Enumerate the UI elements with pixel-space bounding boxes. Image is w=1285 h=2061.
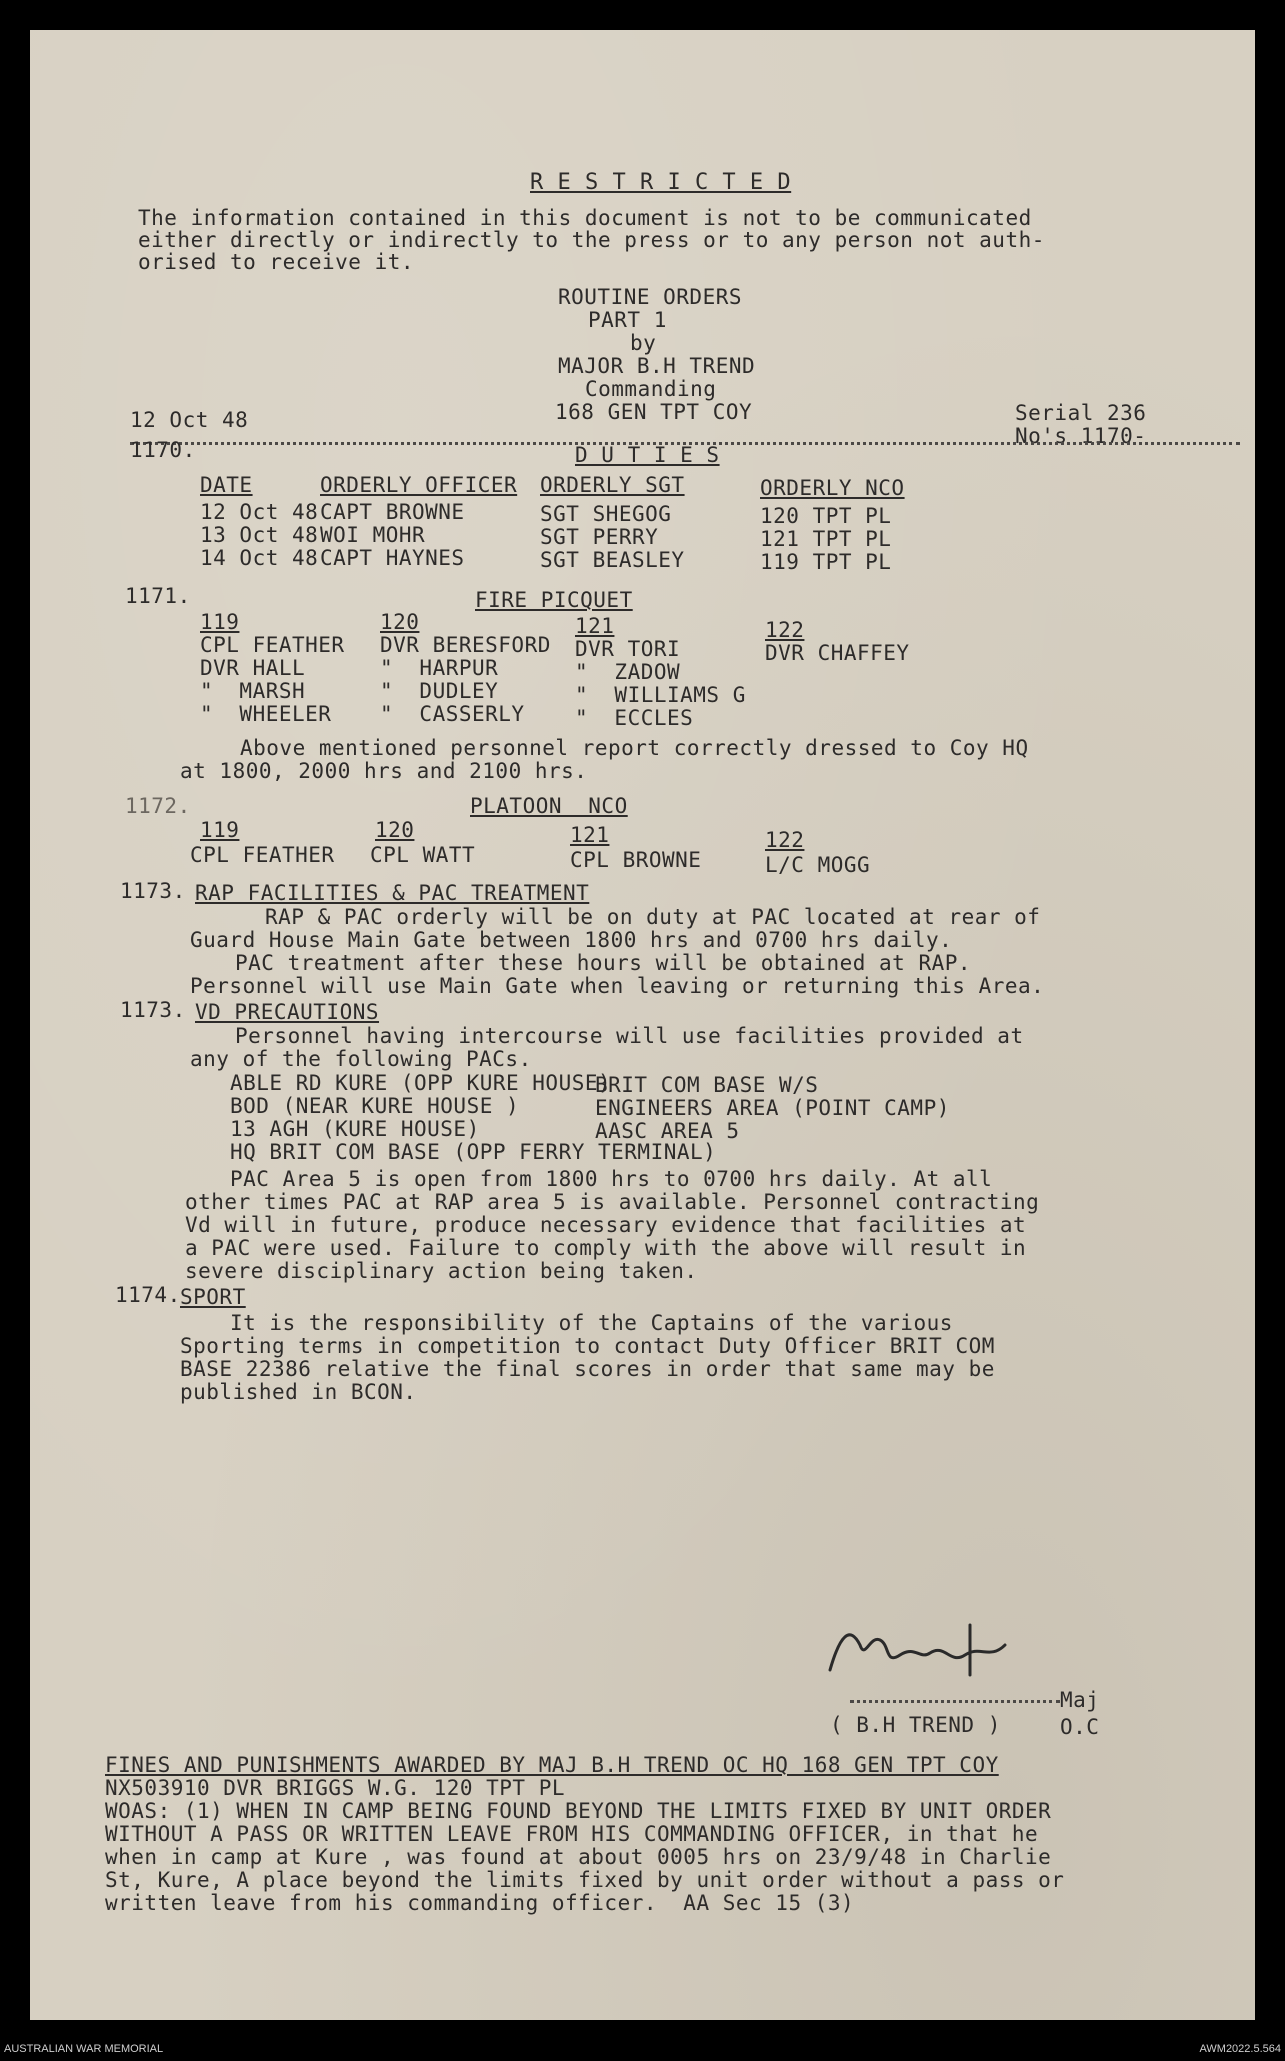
vd-para-3: Vd will in future, produce necessary evidence that facilities at	[185, 1213, 1027, 1237]
vd-line-2: any of the following PACs.	[190, 1047, 532, 1071]
sport-line-3: BASE 22386 relative the final scores in order that same may be	[180, 1357, 995, 1381]
fire-picquet-line-4-col-1: " WHEELER	[200, 702, 332, 726]
fire-picquet-note-2: at 1800, 2000 hrs and 2100 hrs.	[180, 759, 588, 783]
duties-row-2-nco: 121 TPT PL	[760, 527, 892, 551]
sport-number: 1174.	[115, 1283, 181, 1307]
fines-line-5: when in camp at Kure , was found at about 0005 hrs on 23/9/48 in Charlie	[105, 1845, 1052, 1869]
duties-col-officer: ORDERLY OFFICER	[320, 473, 518, 497]
fire-picquet-line-1-col-4: DVR CHAFFEY	[765, 641, 910, 665]
duties-row-3-sgt: SGT BEASLEY	[540, 548, 685, 572]
rap-number: 1173.	[120, 879, 186, 903]
vd-pac-right-3: AASC AREA 5	[595, 1119, 740, 1143]
title-by: by	[630, 331, 657, 355]
classification-heading: R E S T R I C T E D	[530, 170, 792, 195]
notice-line-2: either directly or indirectly to the press or to any person not auth-	[138, 228, 1045, 252]
vd-para-4: a PAC were used. Failure to comply with the above will result in	[185, 1236, 1027, 1260]
rap-heading: RAP FACILITIES & PAC TREATMENT	[195, 881, 590, 905]
duties-row-2-date: 13 Oct 48	[200, 523, 319, 547]
fire-picquet-line-1-col-2: DVR BERESFORD	[380, 633, 551, 657]
rap-line-2: Guard House Main Gate between 1800 hrs and 0700 hrs daily.	[190, 928, 953, 952]
title-commanding: Commanding	[585, 377, 717, 401]
vd-pac-right-1: BRIT COM BASE W/S	[595, 1073, 819, 1097]
fire-picquet-line-3-col-1: " MARSH	[200, 679, 306, 703]
fire-picquet-platoon-122: 122	[765, 618, 805, 642]
fines-line-2: NX503910 DVR BRIGGS W.G. 120 TPT PL	[105, 1776, 566, 1800]
title-unit: 168 GEN TPT COY	[555, 400, 753, 424]
fire-picquet-platoon-121: 121	[575, 614, 615, 638]
title-commander: MAJOR B.H TREND	[558, 354, 756, 378]
fire-picquet-number: 1171.	[125, 584, 191, 608]
duties-col-sgt: ORDERLY SGT	[540, 473, 685, 497]
duties-row-1-sgt: SGT SHEGOG	[540, 502, 672, 526]
fire-picquet-line-4-col-2: " CASSERLY	[380, 702, 525, 726]
signature-name: ( B.H TREND )	[830, 1713, 1001, 1737]
platoon-nco-name-122: L/C MOGG	[765, 853, 871, 877]
fire-picquet-line-2-col-2: " HARPUR	[380, 656, 499, 680]
duties-row-3-date: 14 Oct 48	[200, 546, 319, 570]
vd-para-1: PAC Area 5 is open from 1800 hrs to 0700 hrs daily. At all	[230, 1167, 993, 1191]
sport-line-2: Sporting terms in competition to contact Duty Officer BRIT COM	[180, 1334, 995, 1358]
platoon-nco-name-119: CPL FEATHER	[190, 843, 335, 867]
vd-pac-right-2: ENGINEERS AREA (POINT CAMP)	[595, 1096, 950, 1120]
vd-pac-left-3: 13 AGH (KURE HOUSE)	[230, 1117, 480, 1141]
vd-number: 1173.	[120, 998, 186, 1022]
handwritten-signature	[820, 1615, 1050, 1685]
duties-row-2-officer: WOI MOHR	[320, 523, 426, 547]
platoon-nco-name-121: CPL BROWNE	[570, 848, 702, 872]
sport-line-1: It is the responsibility of the Captains of the various	[230, 1311, 953, 1335]
duties-row-1-nco: 120 TPT PL	[760, 504, 892, 528]
sport-line-4: published in BCON.	[180, 1380, 417, 1404]
serial-number: Serial 236	[1015, 401, 1147, 425]
duties-row-1-officer: CAPT BROWNE	[320, 500, 465, 524]
fines-line-4: WITHOUT A PASS OR WRITTEN LEAVE FROM HIS COMMANDING OFFICER, in that he	[105, 1822, 1039, 1846]
vd-heading: VD PRECAUTIONS	[195, 1000, 380, 1024]
fire-picquet-line-2-col-1: DVR HALL	[200, 656, 306, 680]
signature-rank: Maj	[1060, 1688, 1100, 1712]
title-part: PART 1	[588, 308, 667, 332]
duties-col-nco: ORDERLY NCO	[760, 476, 905, 500]
rap-line-3: PAC treatment after these hours will be obtained at RAP.	[235, 951, 972, 975]
rap-line-4: Personnel will use Main Gate when leaving or returning this Area.	[190, 974, 1045, 998]
order-numbers: No's 1170-	[1015, 424, 1147, 448]
platoon-nco-platoon-120: 120	[375, 818, 415, 842]
duties-row-3-officer: CAPT HAYNES	[320, 546, 465, 570]
fire-picquet-line-3-col-3: " WILLIAMS G	[575, 683, 746, 707]
duties-heading: D U T I E S	[575, 443, 720, 467]
footer-reference: AWM2022.5.564	[1199, 2043, 1281, 2055]
fines-line-1: FINES AND PUNISHMENTS AWARDED BY MAJ B.H TREND OC HQ 168 GEN TPT COY	[105, 1753, 999, 1777]
duties-row-1-date: 12 Oct 48	[200, 500, 319, 524]
fines-line-3: WOAS: (1) WHEN IN CAMP BEING FOUND BEYOND THE LIMITS FIXED BY UNIT ORDER	[105, 1799, 1052, 1823]
fire-picquet-heading: FIRE PICQUET	[475, 588, 633, 612]
fire-picquet-line-1-col-3: DVR TORI	[575, 637, 681, 661]
duties-number: 1170.	[130, 438, 196, 462]
platoon-nco-platoon-119: 119	[200, 818, 240, 842]
vd-pac-left-2: BOD (NEAR KURE HOUSE )	[230, 1094, 520, 1118]
fire-picquet-line-4-col-3: " ECCLES	[575, 706, 694, 730]
platoon-nco-name-120: CPL WATT	[370, 843, 476, 867]
fines-line-7: written leave from his commanding officer. AA Sec 15 (3)	[105, 1891, 855, 1915]
vd-line-1: Personnel having intercourse will use facilities provided at	[235, 1024, 1024, 1048]
notice-line-3: orised to receive it.	[138, 250, 415, 274]
fire-picquet-note-1: Above mentioned personnel report correctly dressed to Coy HQ	[240, 736, 1029, 760]
duties-row-3-nco: 119 TPT PL	[760, 550, 892, 574]
rap-line-1: RAP & PAC orderly will be on duty at PAC located at rear of	[265, 905, 1041, 929]
signature-dotted-line	[850, 1700, 1060, 1703]
duties-col-date: DATE	[200, 473, 253, 497]
platoon-nco-heading: PLATOON NCO	[470, 794, 628, 818]
fire-picquet-platoon-119: 119	[200, 610, 240, 634]
fines-line-6: St, Kure, A place beyond the limits fixed by unit order without a pass or	[105, 1868, 1065, 1892]
platoon-nco-number: 1172.	[125, 794, 191, 818]
notice-line-1: The information contained in this document is not to be communicated	[138, 206, 1032, 230]
vd-pac-left-1: ABLE RD KURE (OPP KURE HOUSE)	[230, 1071, 612, 1095]
title-routine-orders: ROUTINE ORDERS	[558, 285, 743, 309]
footer-institution: AUSTRALIAN WAR MEMORIAL	[4, 2043, 164, 2055]
fire-picquet-line-1-col-1: CPL FEATHER	[200, 633, 345, 657]
signature-appointment: O.C	[1060, 1715, 1100, 1739]
platoon-nco-platoon-122: 122	[765, 828, 805, 852]
platoon-nco-platoon-121: 121	[570, 823, 610, 847]
vd-para-5: severe disciplinary action being taken.	[185, 1259, 698, 1283]
vd-pac-left-4: HQ BRIT COM BASE (OPP FERRY TERMINAL)	[230, 1140, 717, 1164]
vd-para-2: other times PAC at RAP area 5 is available. Personnel contracting	[185, 1190, 1040, 1214]
duties-row-2-sgt: SGT PERRY	[540, 525, 659, 549]
sport-heading: SPORT	[180, 1285, 246, 1309]
document-page	[30, 30, 1255, 2020]
order-date: 12 Oct 48	[130, 408, 249, 432]
fire-picquet-line-2-col-3: " ZADOW	[575, 660, 681, 684]
fire-picquet-line-3-col-2: " DUDLEY	[380, 679, 499, 703]
fire-picquet-platoon-120: 120	[380, 610, 420, 634]
